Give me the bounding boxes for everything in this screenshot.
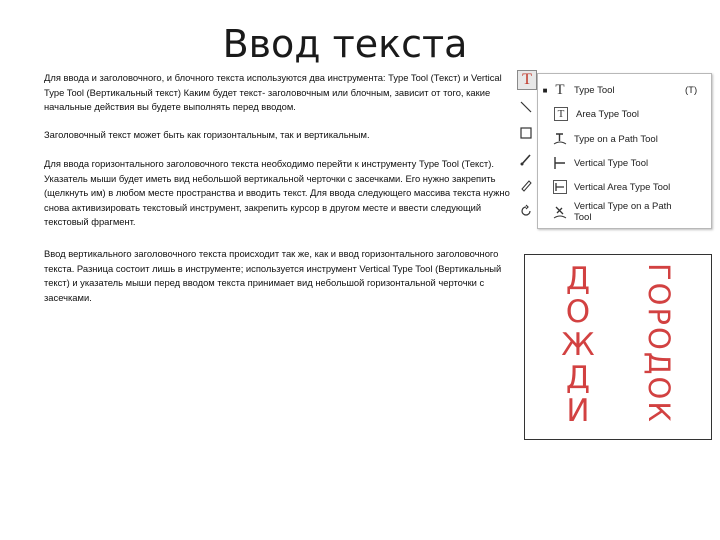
toolbox-strip — [515, 70, 537, 230]
menu-item-vertical-type-on-path-tool[interactable]: Vertical Type on a Path Tool — [538, 200, 711, 224]
paragraph-heading-types: Заголовочный текст может быть как горизонтальным, так и вертикальным. — [44, 129, 370, 140]
vertical-text-example — [524, 254, 712, 440]
paragraph-intro: Для ввода и заголовочного, и блочного текста используются два инструмента: Type Tool (Текст) и Vertical Type Tool (Вертикальный текст) Каким будет текст- заголовочным или блочным, зависит от того, какие начальные действия вы будете выполнять перед вводом. — [44, 72, 502, 113]
menu-item-vertical-area-type-tool[interactable]: Vertical Area Type Tool — [538, 175, 711, 199]
selected-bullet-icon: ■ — [542, 85, 548, 95]
brush-tool-icon[interactable] — [517, 150, 535, 168]
menu-item-type-tool[interactable]: ■ T Type Tool (T) — [538, 78, 711, 102]
pencil-tool-icon[interactable] — [517, 176, 535, 194]
stacked-letter: И — [566, 393, 590, 429]
type-on-path-icon — [552, 131, 568, 147]
menu-item-type-on-path-tool[interactable]: Type on a Path Tool — [538, 127, 711, 151]
stacked-vertical-text — [561, 263, 595, 428]
stacked-letter: Ж — [561, 327, 595, 363]
rotate-tool-icon[interactable] — [517, 202, 535, 220]
rectangle-tool-icon[interactable] — [517, 124, 535, 142]
stacked-letter: Д — [565, 360, 591, 396]
page-title: Ввод текста — [222, 22, 468, 66]
type-icon: T — [555, 81, 565, 98]
vertical-area-type-icon — [552, 179, 568, 195]
paragraph-horizontal-text: Для ввода горизонтального заголовочного текста необходимо перейти к инструменту Type Tool (Текст). Указатель мыши будет иметь вид небольшой вертикальной черточки с засечками. Его нужно закрепить (щелкнуть им) в любом месте пространства и вводить текст. Для ввода следующего массива текста нужно снова активизировать текстовый инструмент, закрепить курсор в другом месте и ввести следующий текстовый фрагмент. — [44, 158, 510, 228]
type-tools-flyout-menu — [537, 73, 712, 229]
menu-item-vertical-type-tool[interactable]: Vertical Type Tool — [538, 151, 711, 175]
type-tool-icon[interactable]: T — [517, 70, 537, 90]
vertical-type-on-path-icon — [552, 204, 568, 220]
stacked-letter: Д — [565, 261, 591, 297]
stacked-letter: О — [565, 294, 591, 330]
paragraph-vertical-text: Ввод вертикального заголовочного текста происходит так же, как и ввод горизонтального заголовочного текста. Разница состоит лишь в инструменте; используется инструмент Vertical Type Tool (Вертикальный текст) и указатель мыши перед вводом текста принимает вид небольшой горизонтальной черточки с засечками. — [44, 248, 502, 303]
area-type-icon: T — [554, 107, 568, 121]
vertical-type-icon — [552, 155, 568, 171]
line-tool-icon[interactable] — [517, 98, 535, 116]
rotated-vertical-text: ГОРОДОК — [642, 263, 676, 424]
menu-item-area-type-tool[interactable]: T Area Type Tool — [538, 102, 711, 126]
